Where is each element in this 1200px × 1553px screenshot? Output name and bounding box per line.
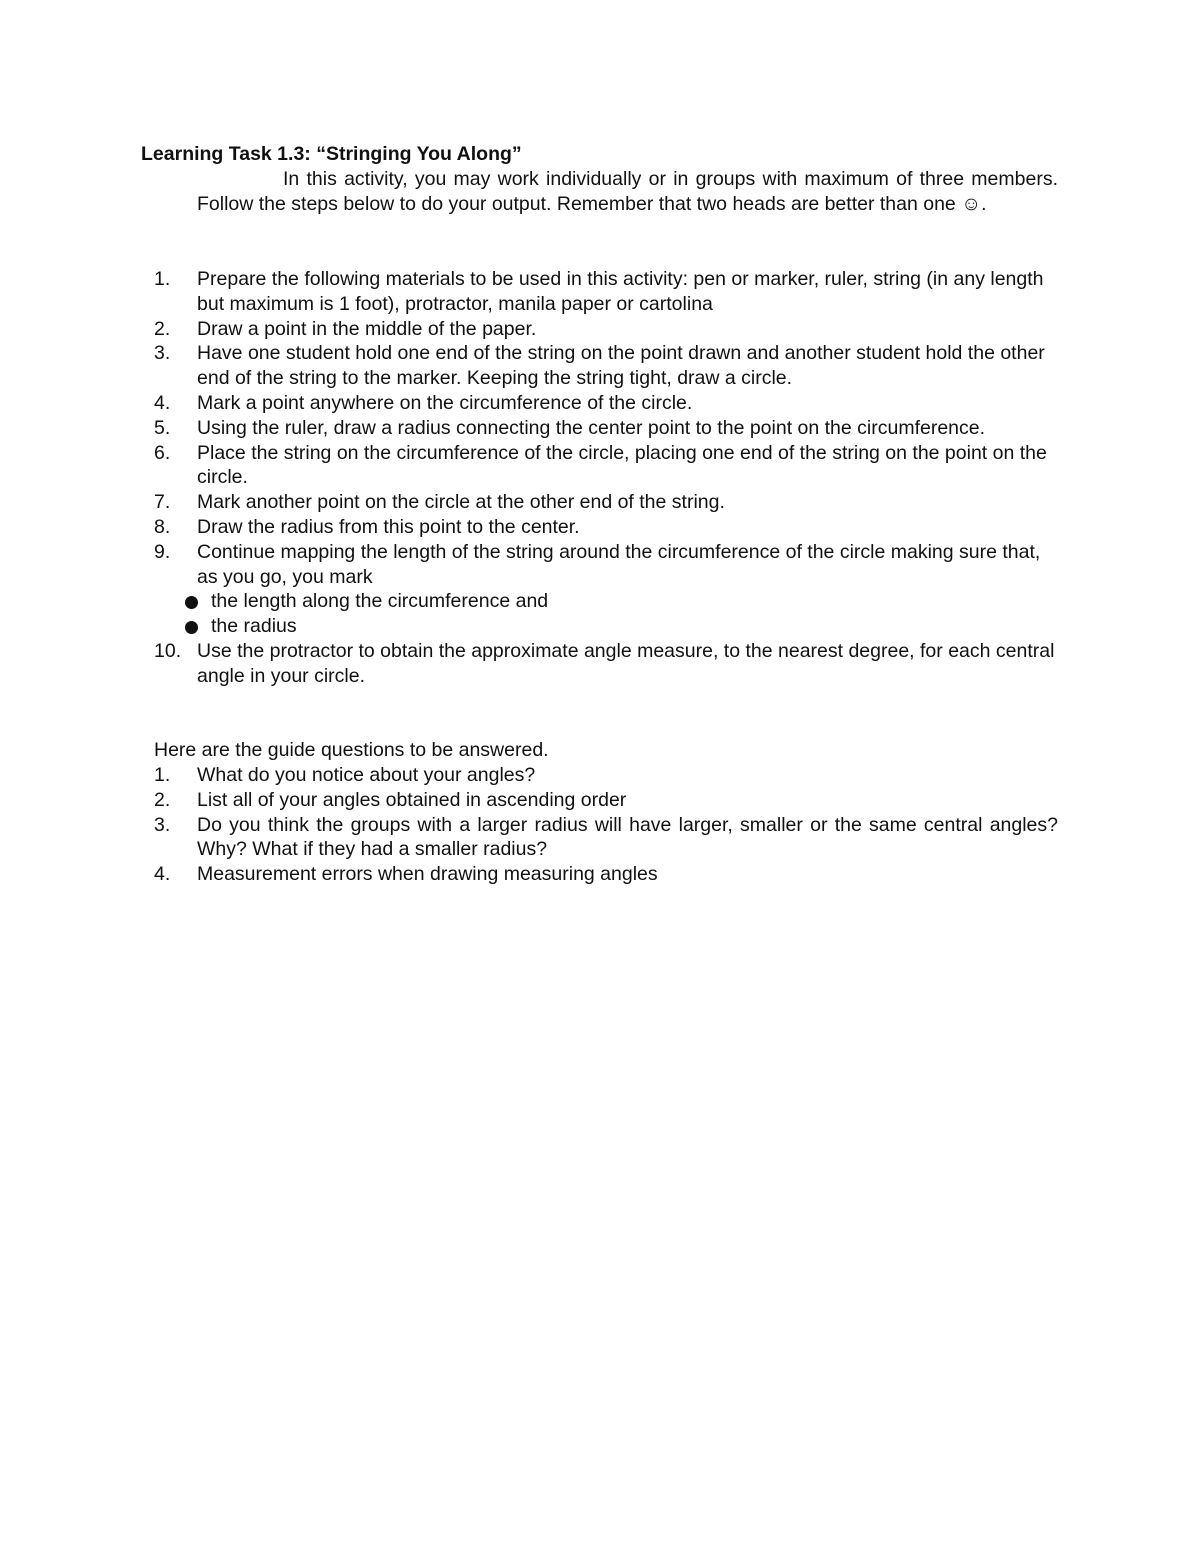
list-item <box>154 540 1058 590</box>
list-text: Mark another point on the circle at the other end of the string. <box>197 491 725 514</box>
list-item <box>154 862 1058 887</box>
list-item <box>154 515 1058 540</box>
bullet-dot-icon <box>185 596 198 609</box>
guide-questions-heading: Here are the guide questions to be answered. <box>154 739 549 761</box>
list-number: 2. <box>154 317 171 340</box>
list-item <box>154 813 1058 863</box>
list-item <box>154 441 1058 491</box>
list-number: 3. <box>154 813 171 836</box>
list-text: Place the string on the circumference of the circle, placing one end of the string on the point on the circle. <box>197 441 1047 489</box>
list-number: 8. <box>154 515 171 538</box>
bullet-text: the length along the circumference and <box>211 590 549 613</box>
list-text: Mark a point anywhere on the circumference of the circle. <box>197 391 693 414</box>
questions-list <box>154 763 1058 887</box>
list-text: List all of your angles obtained in ascending order <box>197 788 627 811</box>
bullet-dot-icon <box>185 621 198 634</box>
list-text: Using the ruler, draw a radius connecting the center point to the point on the circumference. <box>197 416 986 439</box>
list-item <box>154 341 1058 391</box>
list-text: Use the protractor to obtain the approximate angle measure, to the nearest degree, for each central angle in your circle. <box>197 639 1055 687</box>
bullet-item <box>154 614 1058 639</box>
list-item <box>154 490 1058 515</box>
list-item <box>154 317 1058 342</box>
list-number: 2. <box>154 788 171 811</box>
list-text: Measurement errors when drawing measuring angles <box>197 863 658 886</box>
task-title: Learning Task 1.3: “Stringing You Along” <box>141 143 522 165</box>
list-number: 9. <box>154 540 171 563</box>
list-item <box>154 267 1058 317</box>
list-number: 10. <box>154 639 182 662</box>
list-item <box>154 639 1058 689</box>
list-item <box>154 416 1058 441</box>
list-number: 5. <box>154 416 171 439</box>
bullet-text: the radius <box>211 615 297 638</box>
list-text: What do you notice about your angles? <box>197 764 536 786</box>
list-item <box>154 391 1058 416</box>
bullet-item <box>154 589 1058 614</box>
intro-paragraph: In this activity, you may work individually or in groups with maximum of three members. Follow the steps below to do your output. Remember that two heads are better than one ☺. <box>197 168 1058 215</box>
list-item <box>154 788 1058 813</box>
list-number: 7. <box>154 491 171 514</box>
list-number: 6. <box>154 441 171 464</box>
list-number: 1. <box>154 764 171 786</box>
list-text: Draw a point in the middle of the paper. <box>197 317 537 340</box>
list-text: Have one student hold one end of the string on the point drawn and another student hold the other end of the string to the marker. Keeping the string tight, draw a circle. <box>197 342 1045 390</box>
list-number: 3. <box>154 342 171 365</box>
list-item <box>154 763 1058 788</box>
list-number: 4. <box>154 391 171 414</box>
list-text: Continue mapping the length of the string around the circumference of the circle making sure that, as you go, you mark <box>197 540 1041 588</box>
list-text: Draw the radius from this point to the center. <box>197 515 580 538</box>
list-number: 4. <box>154 863 171 886</box>
list-text: Do you think the groups with a larger radius will have larger, smaller or the same central angles? Why? What if they had a smaller radius? <box>197 813 1058 861</box>
steps-list <box>154 267 1058 689</box>
list-number: 1. <box>154 268 171 290</box>
list-text: Prepare the following materials to be used in this activity: pen or marker, ruler, string (in any length but maximum is 1 foot), protractor, manila paper or cartolina <box>197 268 1044 315</box>
